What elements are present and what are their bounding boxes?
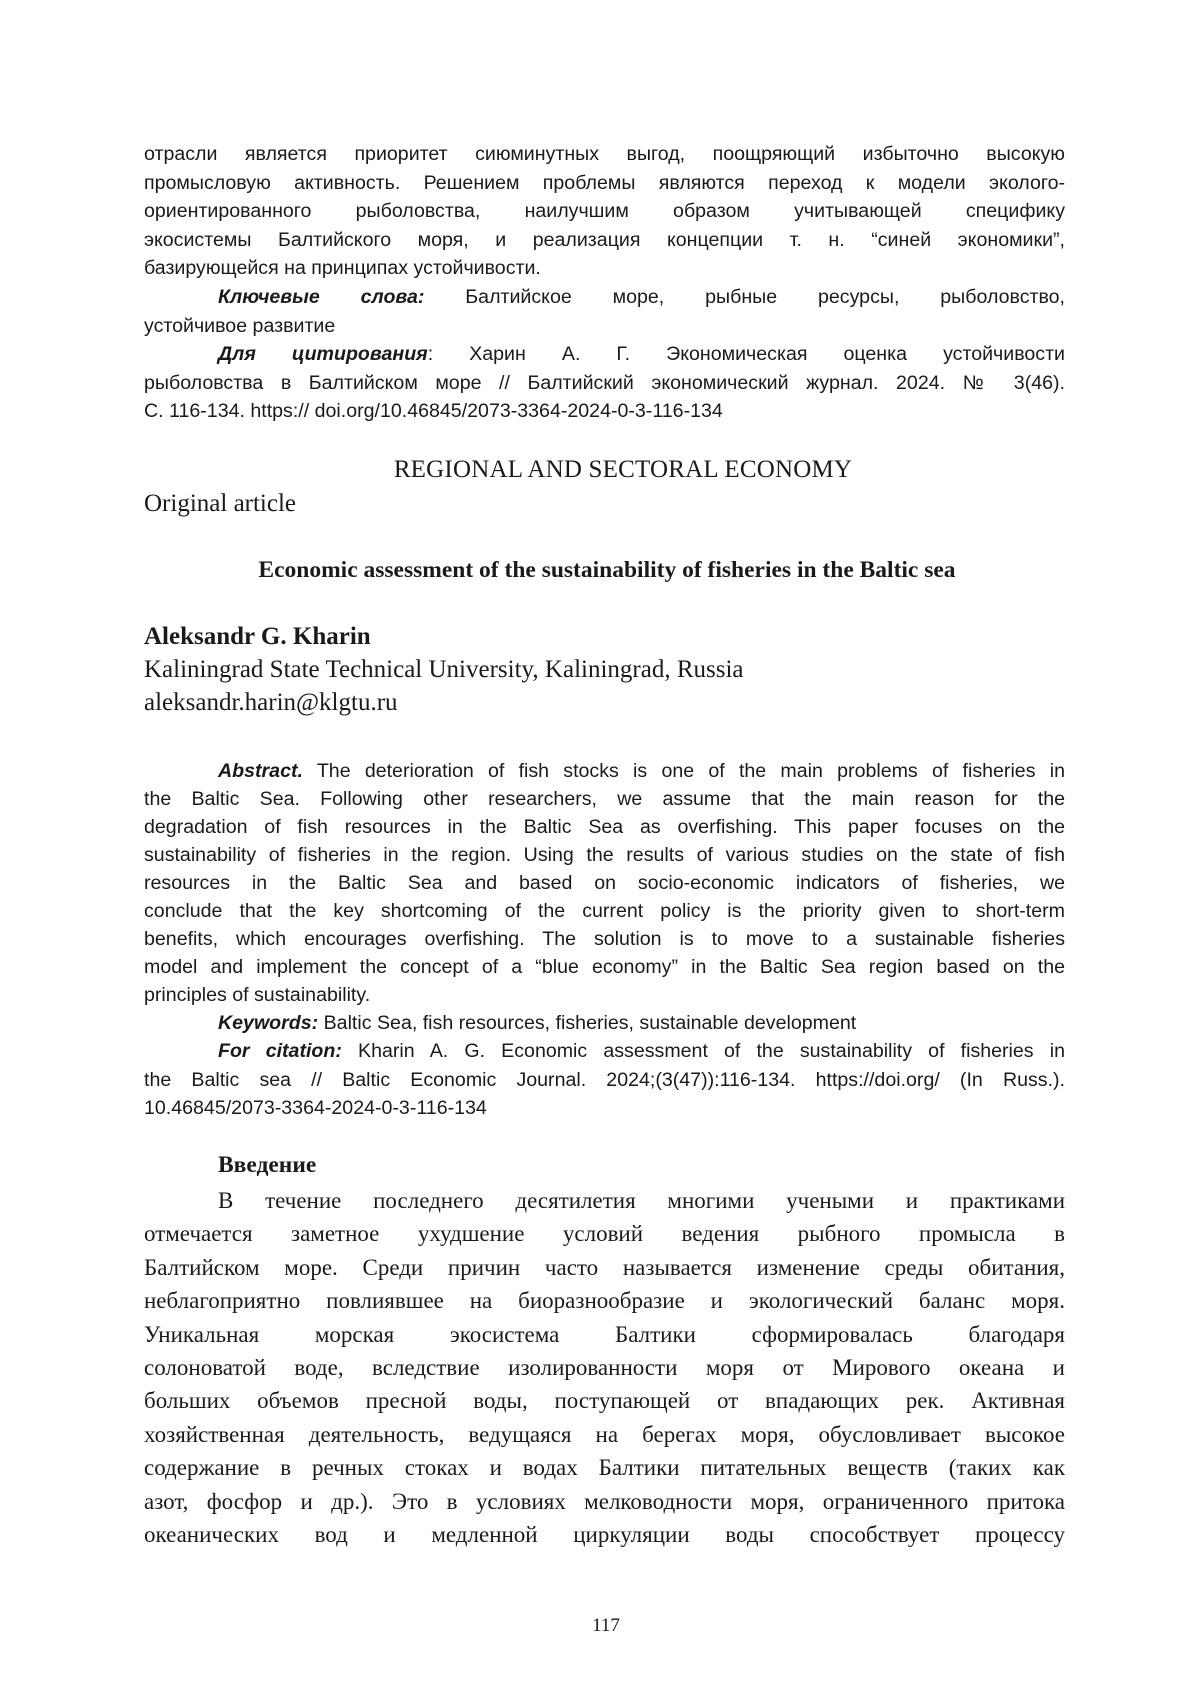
russian-keywords	[144, 283, 1065, 312]
english-citation	[144, 1037, 1065, 1065]
abstract-line: отрасли является приоритет сиюминутных выгод, поощряющий избыточно высокую	[144, 143, 1065, 165]
paragraph-line: В течение последнего десятилетия многими учеными и практиками	[218, 1188, 1065, 1213]
russian-abstract	[144, 140, 1065, 426]
citation-text: the Baltic sea // Baltic Economic Journal. 2024;(3(47)):116-134. https://doi.org/ (In Russ.).	[144, 1068, 1065, 1091]
article-type: Original article	[144, 490, 297, 517]
paragraph-line: солоноватой воде, вследствие изолированности моря от Мирового океана и	[144, 1354, 1065, 1380]
abstract-line: degradation of fish resources in the Baltic Sea as overfishing. This paper focuses on the	[144, 816, 1065, 839]
abstract-line: principles of sustainability.	[144, 984, 371, 1007]
keywords-text: Балтийское море, рыбные ресурсы, рыболовство,	[424, 285, 1065, 308]
russian-citation	[144, 340, 1065, 369]
english-abstract	[144, 757, 1065, 1122]
abstract-line	[144, 757, 1065, 785]
paragraph-line: океанических вод и медленной циркуляции воды способствует процессу	[144, 1521, 1065, 1547]
abstract-line: ориентированного рыболовства, наилучшим образом учитывающей специфику	[144, 200, 1065, 223]
abstract-line: промысловую активность. Решением проблемы являются переход к модели эколого-	[144, 171, 1065, 194]
paragraph-line: Балтийском море. Среди причин часто называется изменение среды обитания,	[144, 1254, 1065, 1280]
paragraph-line: хозяйственная деятельность, ведущаяся на берегах моря, обусловливает высокое	[144, 1421, 1065, 1447]
paragraph-line: содержание в речных стоках и водах Балтики питательных веществ (таких как	[144, 1455, 1065, 1481]
paragraph-line: азот, фосфор и др.). Это в условиях мелководности моря, ограниченного притока	[144, 1488, 1065, 1514]
author-name: Aleksandr G. Kharin	[144, 623, 371, 650]
citation-text: Kharin A. G. Economic assessment of the sustainability of fisheries in	[341, 1040, 1065, 1063]
citation-label: Для цитирования	[218, 343, 428, 366]
keywords-text: Baltic Sea, fish resources, fisheries, sustainable development	[318, 1012, 857, 1035]
citation-text: С. 116-134. https:// doi.org/10.46845/2073-3364-2024-0-3-116-134	[144, 400, 723, 423]
citation-text: рыболовства в Балтийском море // Балтийский экономический журнал. 2024. № 3(46).	[144, 371, 1065, 394]
citation-text: 10.46845/2073-3364-2024-0-3-116-134	[144, 1096, 487, 1119]
abstract-text: The deterioration of fish stocks is one of the main problems of fisheries in	[302, 760, 1065, 782]
abstract-line: benefits, which encourages overfishing. The solution is to move to a sustainable fisheries	[144, 928, 1065, 951]
abstract-line: базирующейся на принципах устойчивости.	[144, 257, 541, 280]
intro-heading: Введение	[218, 1152, 317, 1178]
citation-label: For citation:	[218, 1040, 342, 1063]
abstract-line: the Baltic Sea. Following other researchers, we assume that the main reason for the	[144, 788, 1065, 811]
paragraph-line: больших объемов пресной воды, поступающей от впадающих рек. Активная	[144, 1388, 1065, 1414]
paragraph-line: неблагоприятно повлиявшее на биоразнообразие и экологический баланс моря.	[144, 1288, 1065, 1314]
article-title: Economic assessment of the sustainability of fisheries in the Baltic sea	[258, 557, 956, 583]
author-affiliation: Kaliningrad State Technical University, Kaliningrad, Russia	[144, 656, 744, 683]
abstract-line: экосистемы Балтийского моря, и реализация концепции т. н. “синей экономики”,	[144, 228, 1065, 251]
author-email: aleksandr.harin@klgtu.ru	[144, 689, 398, 716]
keywords-label: Ключевые слова:	[218, 285, 425, 308]
citation-text: : Харин А. Г. Экономическая оценка устойчивости	[427, 343, 1065, 366]
page-number: 117	[592, 1615, 620, 1636]
paragraph-line: отмечается заметное ухудшение условий ведения рыбного промысла в	[144, 1221, 1065, 1247]
abstract-line: resources in the Baltic Sea and based on socio-economic indicators of fisheries, we	[144, 872, 1065, 895]
intro-paragraph	[144, 1184, 1065, 1551]
section-heading: REGIONAL AND SECTORAL ECONOMY	[393, 456, 853, 483]
paragraph-line: Уникальная морская экосистема Балтики сформировалась благодаря	[144, 1321, 1065, 1347]
abstract-label: Abstract.	[218, 760, 303, 782]
abstract-line: model and implement the concept of a “blue economy” in the Baltic Sea region based on the	[144, 956, 1065, 979]
english-keywords	[144, 1009, 1065, 1037]
keywords-text: устойчивое развитие	[144, 314, 336, 337]
keywords-label: Keywords:	[218, 1012, 319, 1035]
abstract-line: sustainability of fisheries in the region. Using the results of various studies on the state of fish	[144, 844, 1065, 867]
abstract-line: conclude that the key shortcoming of the current policy is the priority given to short-term	[144, 900, 1065, 923]
